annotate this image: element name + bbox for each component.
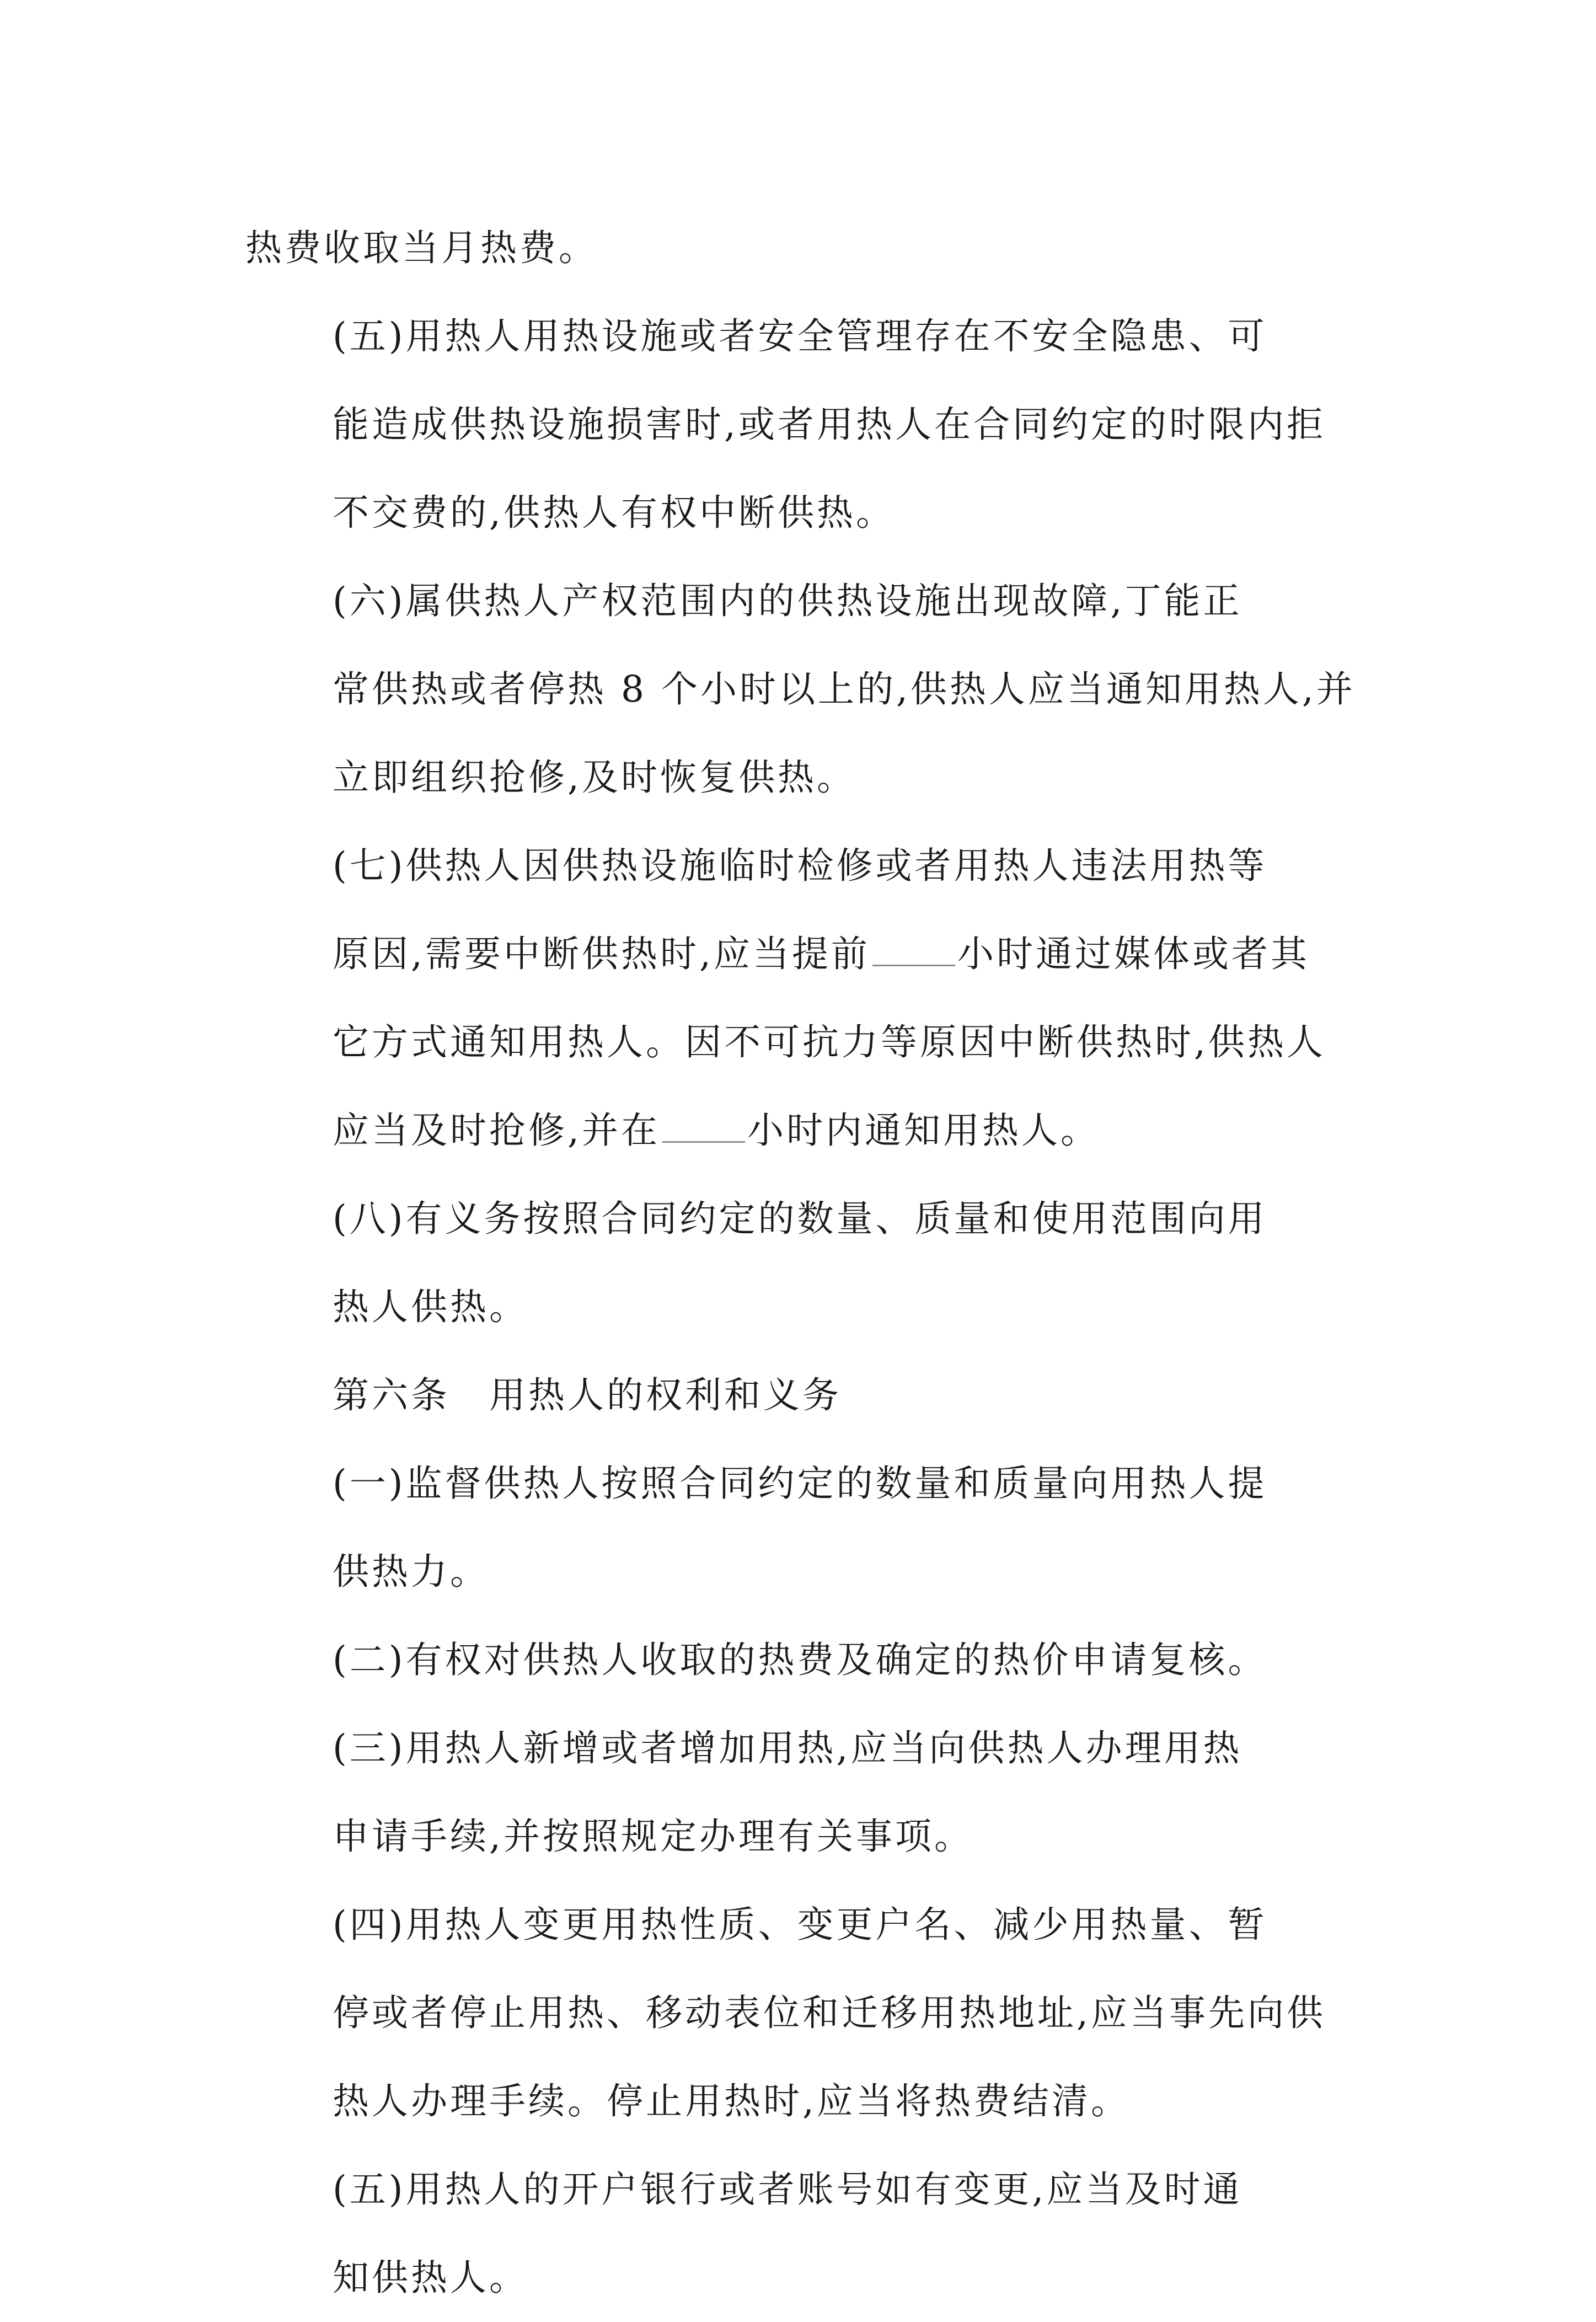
text-line: (七)供热人因供热设施临时检修或者用热人违法用热等 [333,844,1267,887]
text-segment: 应当及时抢修,并在 [333,1109,660,1152]
text-line: 停或者停止用热、移动表位和迁移用热地址,应当事先向供 [333,1992,1326,2034]
text-line: 热费收取当月热费。 [245,227,598,269]
text-line: 它方式通知用热人。因不可抗力等原因中断供热时,供热人 [333,1021,1326,1063]
text-line: 立即组织抢修,及时恢复供热。 [333,756,856,799]
text-line: (八)有义务按照合同约定的数量、质量和使用范围向用 [333,1197,1267,1240]
text-line: (四)用热人变更用热性质、变更户名、减少用热量、暂 [333,1903,1267,1946]
paragraph-clause-5 [245,292,1359,557]
fill-in-blank-hours-emergency[interactable] [662,1114,745,1143]
article-title: 第六条 用热人的权利和义务 [333,1374,842,1416]
paragraph-user-clause-3 [245,1704,1359,1881]
text-line: 知供热人。 [333,2256,528,2299]
text-line: (一)监督供热人按照合同约定的数量和质量向用热人提 [333,1462,1267,1505]
text-line: 常供热或者停热 8 个小时以上的,供热人应当通知用热人,并 [333,668,1356,710]
text-line: 热人办理手续。停止用热时,应当将热费结清。 [333,2080,1130,2122]
text-line: (二)有权对供热人收取的热费及确定的热价申请复核。 [333,1639,1267,1681]
text-line: 申请手续,并按照规定办理有关事项。 [333,1815,973,1858]
text-segment: 小时通过媒体或者其 [957,933,1310,975]
paragraph-user-clause-1 [245,1440,1359,1616]
paragraph-user-clause-2 [245,1616,1359,1704]
text-line: 供热力。 [333,1550,489,1593]
text-line: (三)用热人新增或者增加用热,应当向供热人办理用热 [333,1727,1242,1769]
text-line: (五)用热人的开户银行或者账号如有变更,应当及时通 [333,2168,1242,2211]
text-line: 不交费的,供热人有权中断供热。 [333,491,895,534]
paragraph-continuation [245,204,1359,292]
text-segment: 小时内通知用热人。 [747,1109,1100,1152]
text-line-with-blank [245,1087,1359,1175]
article-heading-6 [245,1351,1359,1440]
text-line: 热人供热。 [333,1286,528,1328]
paragraph-clause-6 [245,557,1359,822]
paragraph-clause-8 [245,1175,1359,1351]
paragraph-clause-7 [245,822,1359,1175]
text-line-with-blank [245,910,1359,998]
text-segment: 原因,需要中断供热时,应当提前 [333,933,870,975]
document-body [245,204,1359,2322]
paragraph-user-clause-5 [245,2146,1359,2322]
text-line: 能造成供热设施损害时,或者用热人在合同约定的时限内拒 [333,403,1326,446]
paragraph-user-clause-4 [245,1881,1359,2146]
fill-in-blank-hours-notice[interactable] [872,937,955,966]
text-line: (六)属供热人产权范围内的供热设施出现故障,丁能正 [333,580,1242,622]
text-line: (五)用热人用热设施或者安全管理存在不安全隐患、可 [333,315,1267,357]
